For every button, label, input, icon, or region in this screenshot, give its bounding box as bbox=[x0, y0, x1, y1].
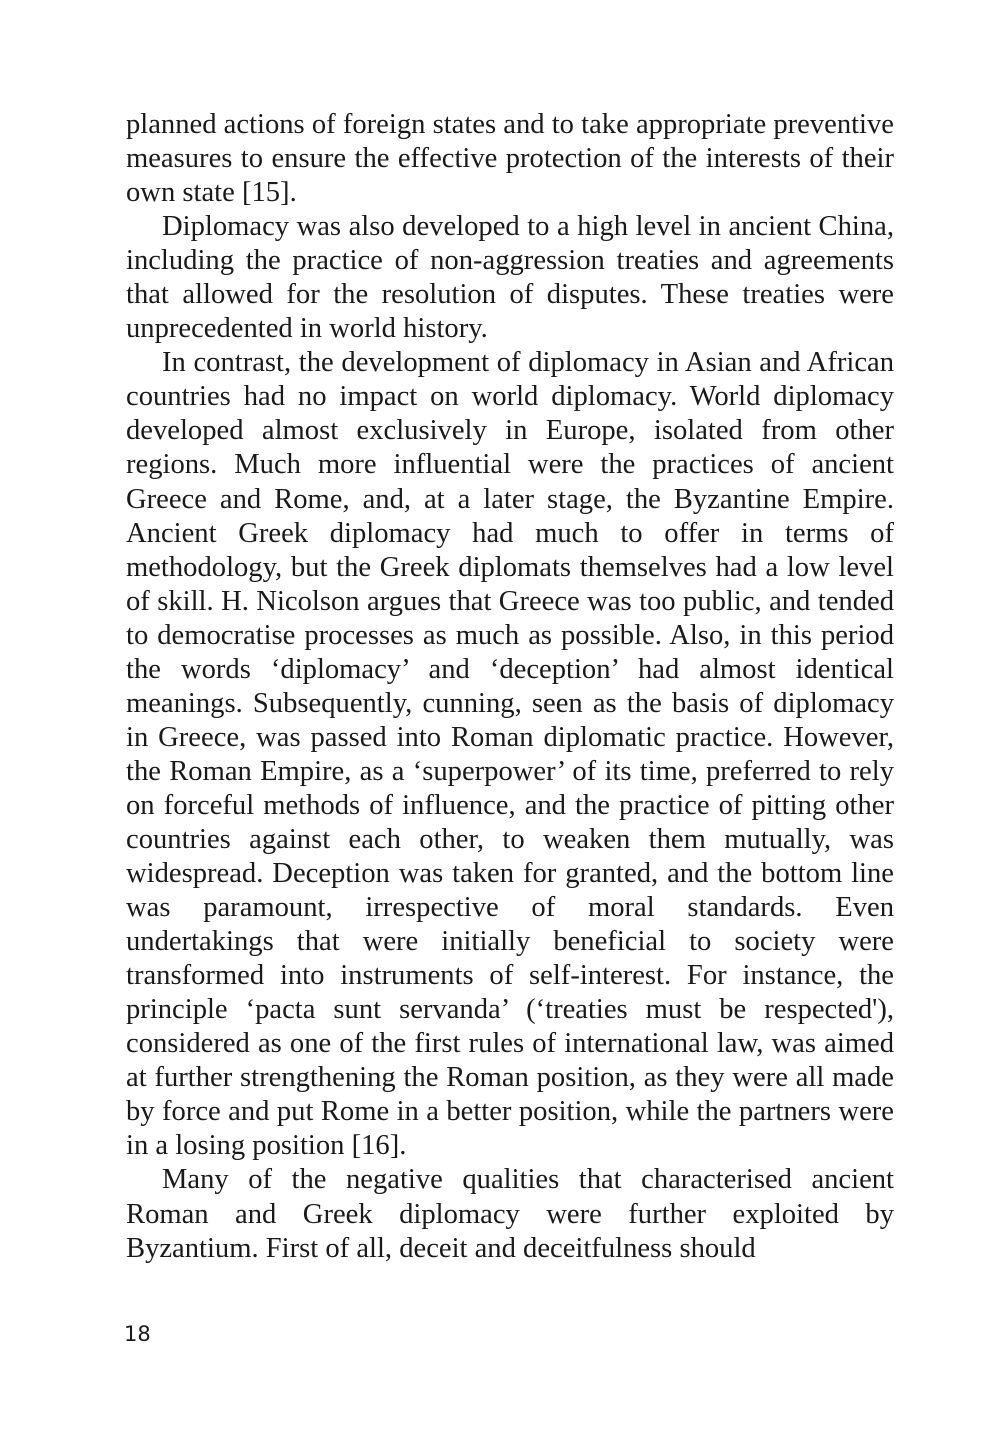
page-number: 18 bbox=[124, 1322, 151, 1346]
page-body bbox=[126, 108, 894, 1266]
paragraph-byzantium: Many of the negative qualities that characterised ancient Roman and Greek diplomacy were further exploited by Byzantium. First of all, deceit and deceitfulness should bbox=[126, 1164, 894, 1264]
paragraph-continued: planned actions of foreign states and to take appropriate preventive measures to ensure the effective protection of the interests of their own state [15]. bbox=[126, 109, 894, 209]
paragraph-china-diplomacy: Diplomacy was also developed to a high level in ancient China, including the practice of non-aggression treaties and agreements that allowed for the resolution of disputes. These treaties were unprecedented in world history. bbox=[126, 211, 894, 345]
paragraph-greece-rome-diplomacy: In contrast, the development of diplomacy in Asian and African countries had no impact on world diplomacy. World diplomacy developed almost exclusively in Europe, isolated from other regions. Much more influential were the practices of ancient Greece and Rome, and, at a later stage, the Byzantine Empire. Ancient Greek diplomacy had much to offer in terms of methodology, but the Greek diplomats themselves had a low level of skill. H. Nicolson argues that Greece was too public, and tended to democratise processes as much as possible. Also, in this period the words ‘diplomacy’ and ‘deception’ had almost identical meanings. Subsequently, cunning, seen as the basis of diplomacy in Greece, was passed into Roman diplomatic practice. However, the Roman Empire, as a ‘superpower’ of its time, preferred to rely on forceful methods of influence, and the practice of pitting other countries against each other, to weaken them mutually, was widespread. Deception was taken for granted, and the bottom line was paramount, irrespective of moral standards. Even undertakings that were initially beneficial to society were transformed into instruments of self-interest. For instance, the principle ‘pacta sunt servanda’ (‘treaties must be respected'), considered as one of the first rules of international law, was aimed at further strengthening the Roman position, as they were all made by force and put Rome in a better position, while the partners were in a losing position [16]. bbox=[126, 347, 894, 1162]
